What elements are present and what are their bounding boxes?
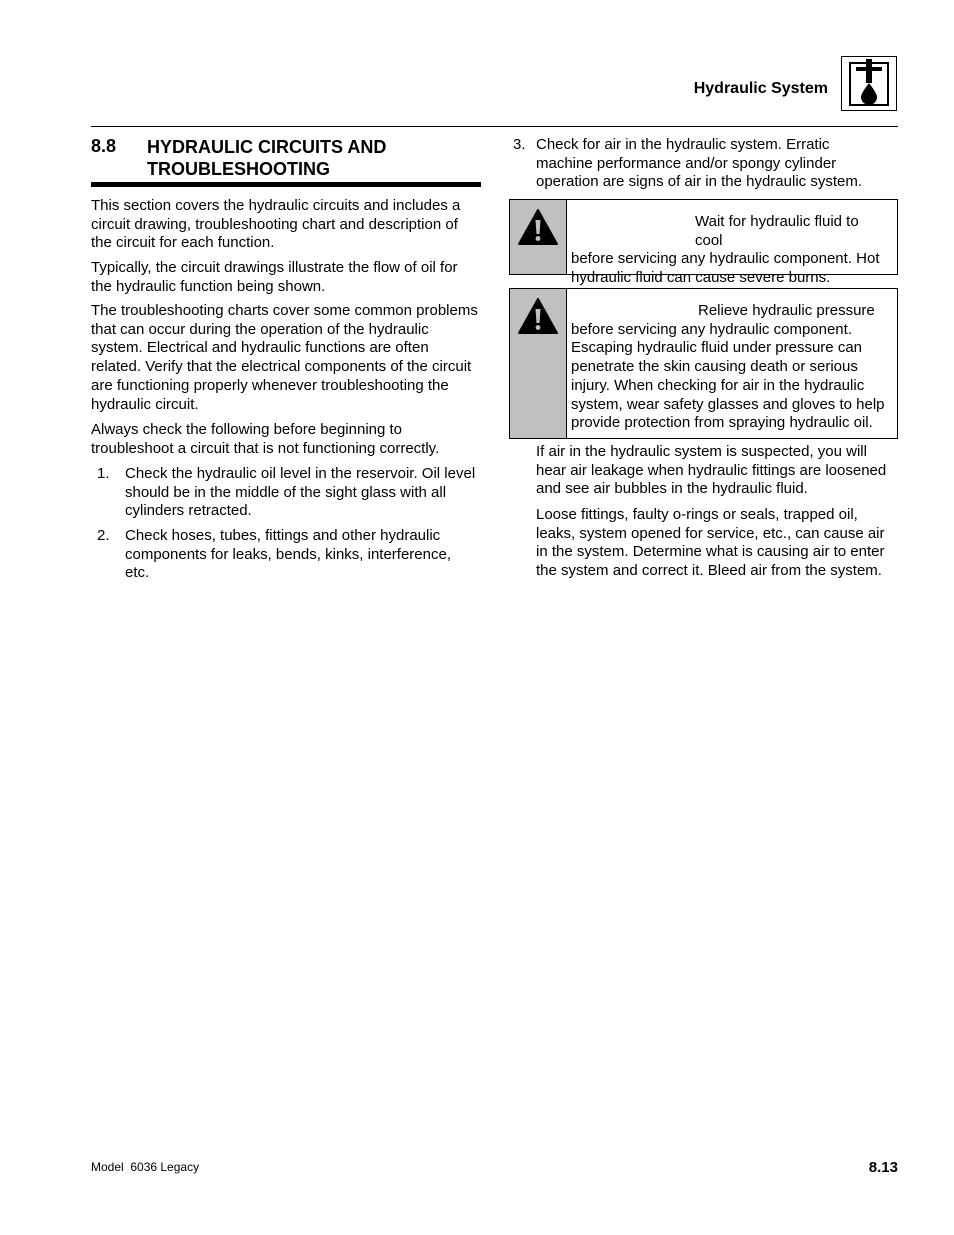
list-number: 1. bbox=[97, 465, 110, 482]
list-text: Check the hydraulic oil level in the reservoir. Oil level should be in the middle of the sight glass with all cylinders retracted. bbox=[125, 465, 476, 520]
section-number: 8.8 bbox=[91, 136, 117, 156]
warning-box bbox=[509, 288, 898, 439]
list-text: Check hoses, tubes, fittings and other hydraulic components for leaks, bends, kinks, interference, etc. bbox=[125, 527, 452, 582]
warning-lead: Relieve hydraulic pressure bbox=[698, 302, 875, 319]
section-title: HYDRAULIC CIRCUITS AND TROUBLESHOOTING bbox=[147, 137, 387, 179]
air-suspected-paragraph: If air in the hydraulic system is suspected, you will hear air leakage when hydraulic fittings are loosened and see air bubbles in the hydraulic fluid. bbox=[536, 443, 887, 498]
warning-sidebar bbox=[510, 200, 567, 274]
warning-triangle-icon bbox=[518, 298, 558, 334]
footer-model: Model 6036 Legacy bbox=[91, 1160, 200, 1174]
check-before-paragraph: Always check the following before beginning to troubleshoot a circuit that is not functioning correctly. bbox=[91, 421, 440, 457]
page-number: 8.13 bbox=[868, 1159, 898, 1176]
warning-lead: Wait for hydraulic fluid to cool bbox=[695, 213, 859, 249]
intro-paragraph: This section covers the hydraulic circuits and includes a circuit drawing, troubleshooting chart and description of the circuit for each function. bbox=[91, 197, 461, 252]
list-number: 2. bbox=[97, 527, 110, 544]
troubleshooting-chart-paragraph: The troubleshooting charts cover some common problems that can occur during the operation of the hydraulic system. Electrical and hydraulic functions are often related. Verify that the electrical components of the circuit are functioning properly whenever troubleshooting the hydraulic circuit. bbox=[91, 302, 478, 413]
warning-sidebar bbox=[510, 289, 567, 438]
warning-box bbox=[509, 199, 898, 287]
list-number: 3. bbox=[513, 136, 526, 153]
warning-body: before servicing any hydraulic component. Hot hydraulic fluid can cause severe burns. bbox=[571, 250, 880, 287]
warning-text bbox=[567, 289, 897, 438]
air-causes-paragraph: Loose fittings, faulty o-rings or seals, trapped oil, leaks, system opened for service, etc., can cause air in the system. Determine what is causing air to enter the system and correct it. Bleed air from the system. bbox=[536, 506, 885, 580]
warning-text bbox=[567, 200, 897, 287]
circuit-drawing-paragraph: Typically, the circuit drawings illustrate the flow of oil for the hydraulic function being shown. bbox=[91, 259, 458, 295]
warning-triangle-icon bbox=[518, 209, 558, 245]
warning-body: before servicing any hydraulic component. Escaping hydraulic fluid under pressure can penetrate the skin causing death or serious injury. When checking for air in the hydraulic system, wear safety glasses and gloves to help provide protection from spraying hydraulic oil. bbox=[571, 320, 885, 432]
list-text: Check for air in the hydraulic system. Erratic machine performance and/or spongy cylinder operation are signs of air in the hydraulic system. bbox=[536, 136, 862, 191]
header-rule bbox=[91, 126, 898, 127]
section-rule bbox=[91, 182, 481, 187]
hydraulic-oil-icon bbox=[841, 56, 897, 111]
running-header-title: Hydraulic System bbox=[693, 80, 828, 97]
